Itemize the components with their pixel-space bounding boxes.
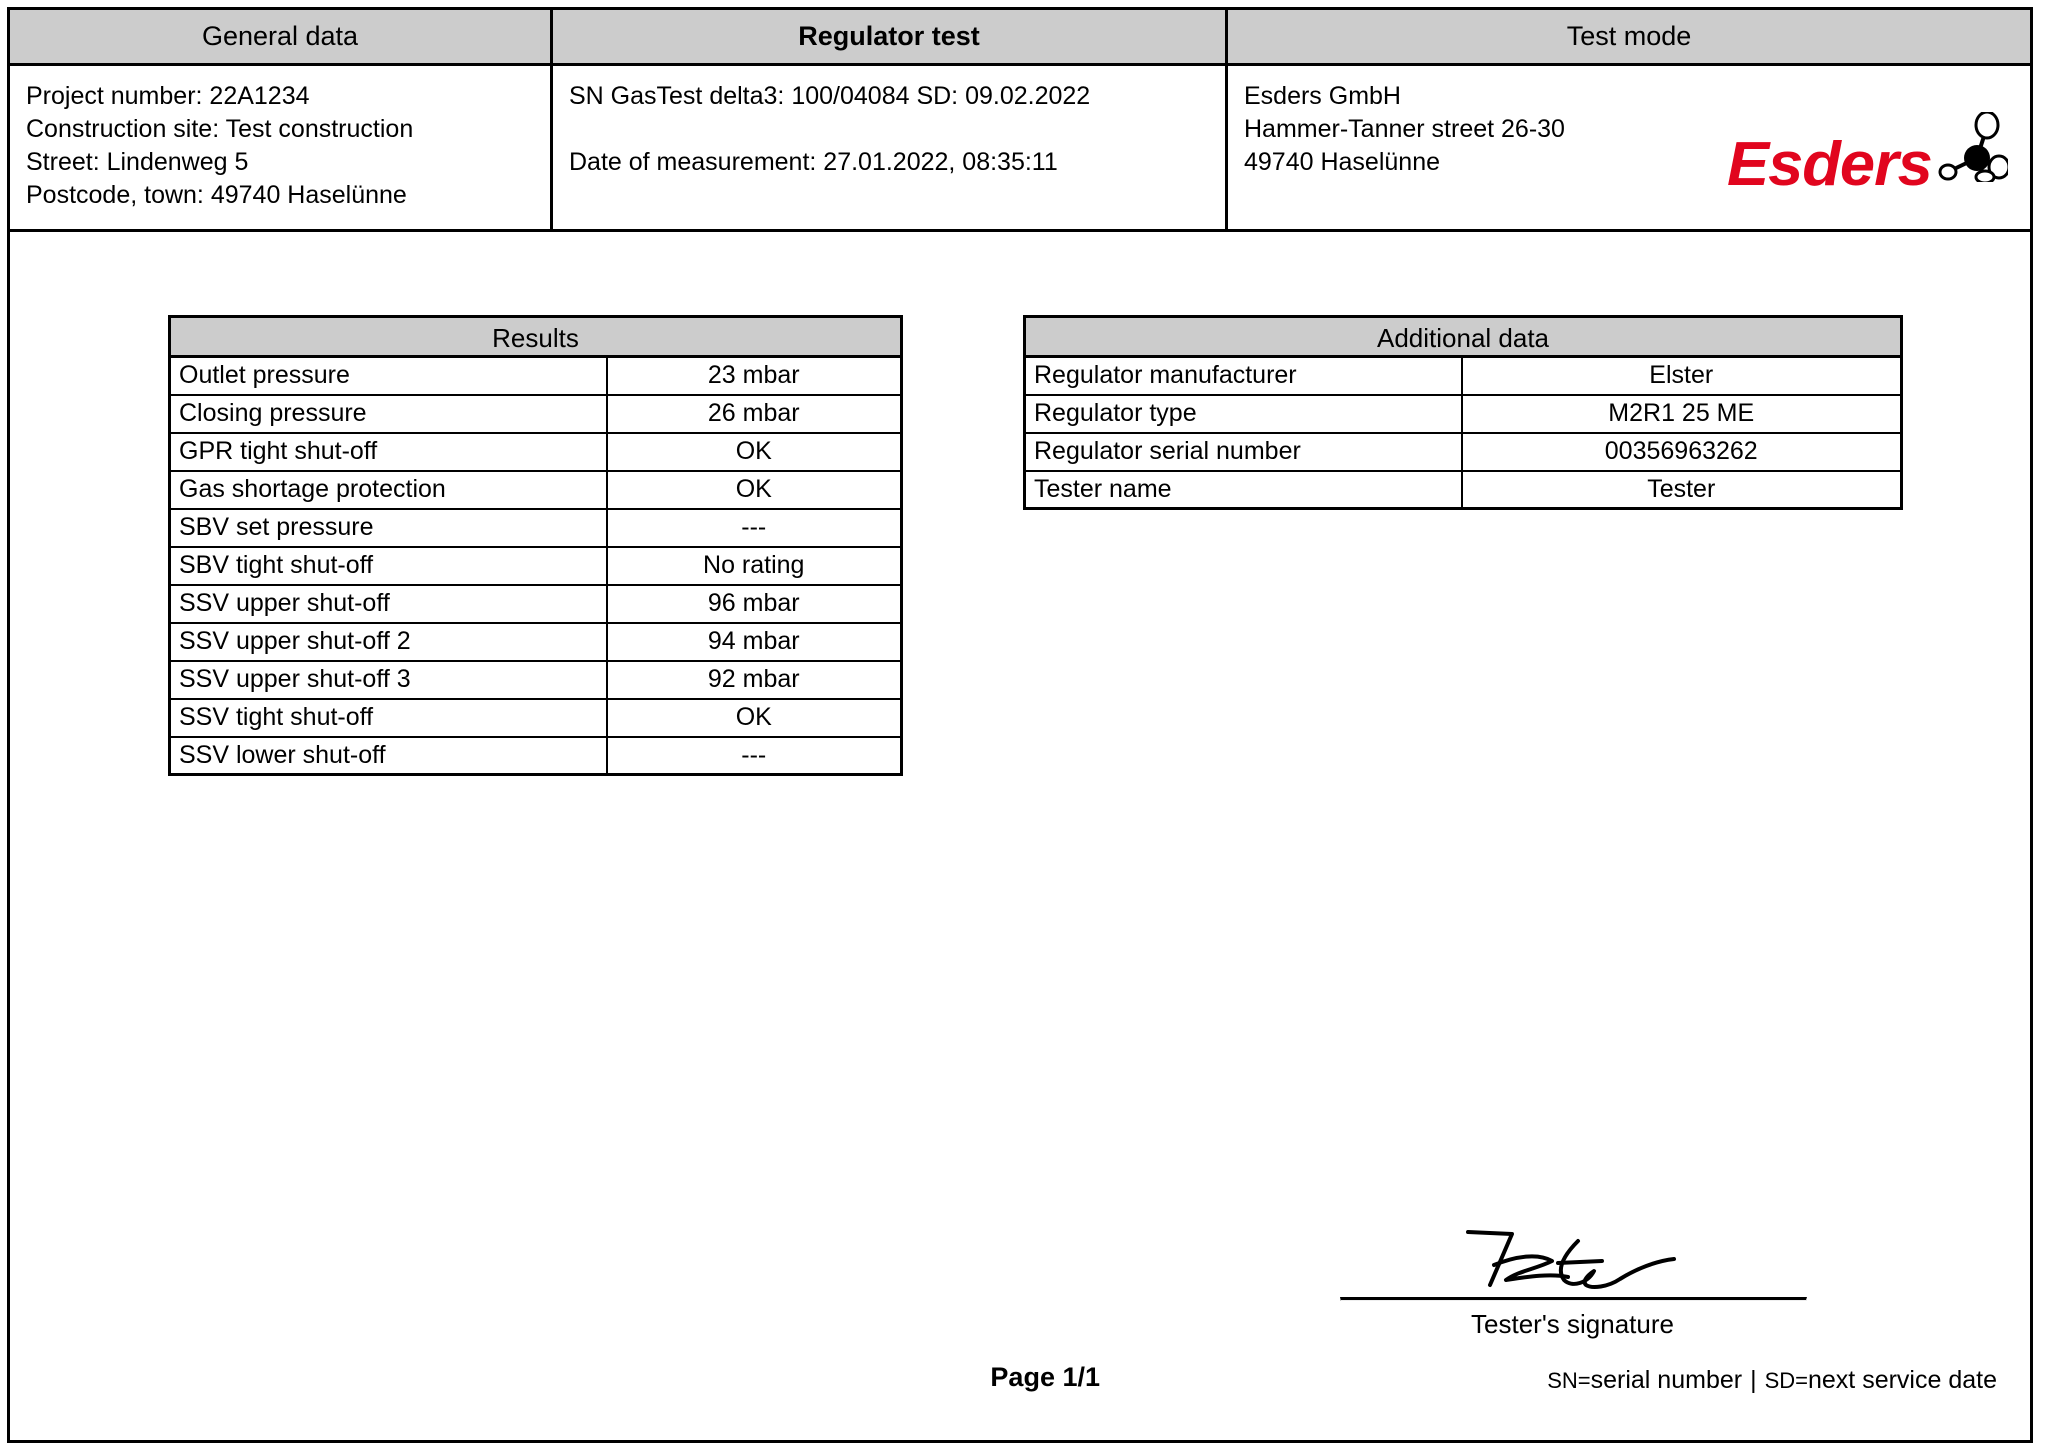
- table-row: [170, 357, 902, 395]
- postcode-town-line: Postcode, town: 49740 Haselünne: [26, 181, 407, 209]
- esders-logo: [1727, 112, 2008, 200]
- row-value: 92 mbar: [607, 661, 902, 699]
- header-body-test-mode: [1228, 66, 2030, 229]
- signature-mark: [1340, 1225, 1805, 1297]
- row-label: Regulator serial number: [1025, 433, 1462, 471]
- legend-sd-text: next service date: [1808, 1366, 1997, 1394]
- row-label: SSV upper shut-off 2: [170, 623, 607, 661]
- row-label: SSV upper shut-off: [170, 585, 607, 623]
- row-label: Regulator type: [1025, 395, 1462, 433]
- row-label: Tester name: [1025, 471, 1462, 509]
- table-row: [170, 509, 902, 547]
- header-column-test-mode: [1228, 10, 2030, 229]
- street-line: Street: Lindenweg 5: [26, 148, 249, 176]
- esders-wordmark: Esders: [1727, 130, 1933, 200]
- signature-caption: Tester's signature: [1471, 1309, 1674, 1339]
- row-value: 00356963262: [1462, 433, 1902, 471]
- row-label: Regulator manufacturer: [1025, 357, 1462, 395]
- abbreviation-legend: [1547, 1366, 1997, 1395]
- row-value: Tester: [1462, 471, 1902, 509]
- legend-sn-abbr: SN: [1547, 1368, 1578, 1393]
- row-value: 23 mbar: [607, 357, 902, 395]
- row-value: 26 mbar: [607, 395, 902, 433]
- results-table-caption: Results: [168, 315, 903, 355]
- table-row: [170, 395, 902, 433]
- company-city-line: 49740 Haselünne: [1244, 148, 1440, 176]
- legend-separator: |: [1750, 1366, 1757, 1394]
- table-row: [1025, 357, 1902, 395]
- row-label: SBV set pressure: [170, 509, 607, 547]
- row-value: No rating: [607, 547, 902, 585]
- row-value: 96 mbar: [607, 585, 902, 623]
- company-name-line: Esders GmbH: [1244, 82, 1401, 110]
- header-title-test-mode: Test mode: [1228, 10, 2030, 66]
- table-row: [170, 737, 902, 775]
- table-row: [170, 661, 902, 699]
- table-row: [170, 699, 902, 737]
- project-number-line: Project number: 22A1234: [26, 82, 310, 110]
- page-number: Page 1/1: [990, 1362, 1100, 1392]
- row-label: Outlet pressure: [170, 357, 607, 395]
- row-value: ---: [607, 737, 902, 775]
- results-table-body: [170, 357, 902, 775]
- row-label: SSV lower shut-off: [170, 737, 607, 775]
- additional-data-body: [1025, 357, 1902, 509]
- table-row: [1025, 395, 1902, 433]
- table-row: [170, 623, 902, 661]
- row-label: SSV tight shut-off: [170, 699, 607, 737]
- table-row: [1025, 471, 1902, 509]
- molecule-icon: [1934, 112, 2008, 191]
- row-value: M2R1 25 ME: [1462, 395, 1902, 433]
- signature-line: [1340, 1297, 1807, 1301]
- table-row: [170, 471, 902, 509]
- signature-block: [1340, 1225, 1805, 1340]
- row-value: OK: [607, 433, 902, 471]
- additional-data-table: [1023, 315, 1903, 510]
- report-page: [7, 7, 2033, 1443]
- header-column-general-data: [10, 10, 550, 229]
- row-label: SBV tight shut-off: [170, 547, 607, 585]
- legend-sd-equals: =: [1795, 1368, 1808, 1393]
- row-label: GPR tight shut-off: [170, 433, 607, 471]
- table-row: [170, 433, 902, 471]
- construction-site-line: Construction site: Test construction: [26, 115, 414, 143]
- row-value: ---: [607, 509, 902, 547]
- row-value: Elster: [1462, 357, 1902, 395]
- table-row: [170, 547, 902, 585]
- header-title-general-data: General data: [10, 10, 550, 66]
- company-street-line: Hammer-Tanner street 26-30: [1244, 115, 1565, 143]
- header-body-general-data: [10, 66, 550, 229]
- device-serial-line: SN GasTest delta3: 100/04084 SD: 09.02.2022: [569, 82, 1091, 110]
- additional-data-caption: Additional data: [1023, 315, 1903, 355]
- legend-sn-text: serial number: [1590, 1366, 1743, 1394]
- row-label: Gas shortage protection: [170, 471, 607, 509]
- row-label: SSV upper shut-off 3: [170, 661, 607, 699]
- header-body-regulator-test: [553, 66, 1225, 229]
- row-value: OK: [607, 699, 902, 737]
- results-table: [168, 315, 903, 776]
- row-value: OK: [607, 471, 902, 509]
- row-value: 94 mbar: [607, 623, 902, 661]
- report-header: [10, 10, 2030, 232]
- spacer: [569, 113, 1209, 146]
- legend-sd-abbr: SD: [1764, 1368, 1796, 1393]
- table-row: [170, 585, 902, 623]
- measurement-date-line: Date of measurement: 27.01.2022, 08:35:11: [569, 148, 1058, 176]
- header-title-regulator-test: Regulator test: [553, 10, 1225, 66]
- legend-sn-equals: =: [1577, 1368, 1591, 1393]
- header-column-regulator-test: [550, 10, 1228, 229]
- row-label: Closing pressure: [170, 395, 607, 433]
- table-row: [1025, 433, 1902, 471]
